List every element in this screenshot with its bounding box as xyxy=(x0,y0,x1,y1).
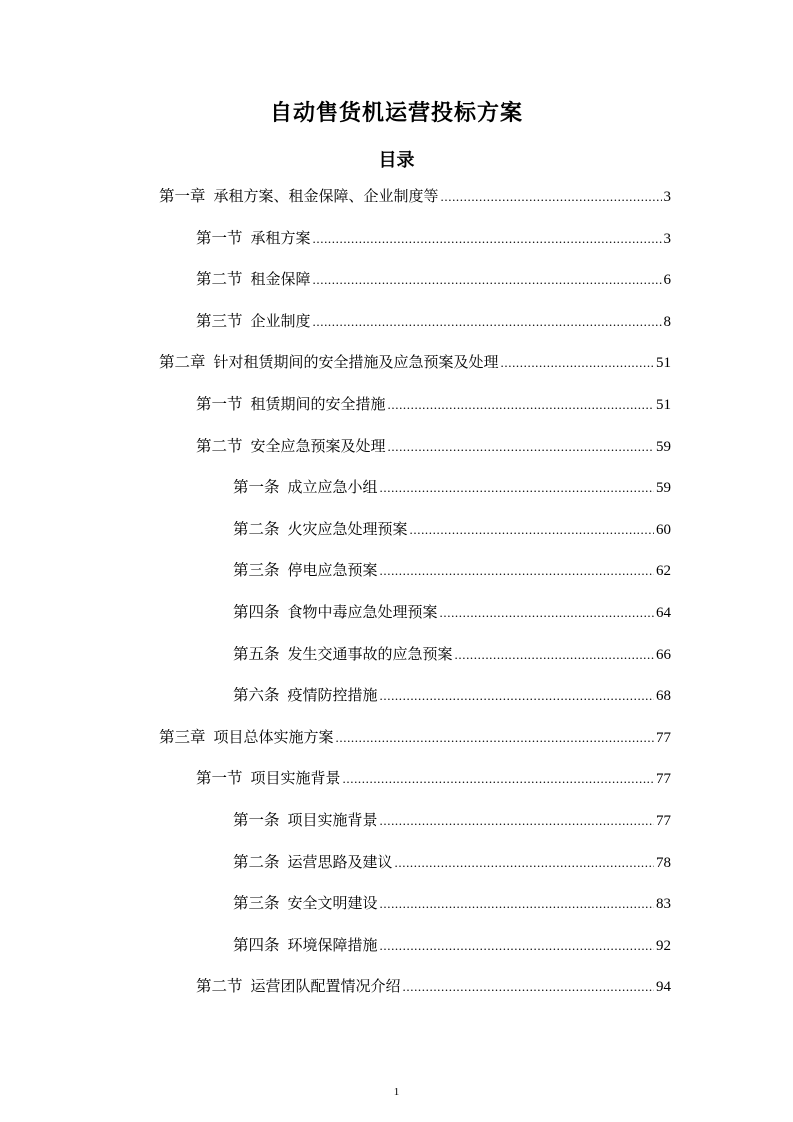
toc-entry-page: 60 xyxy=(656,522,671,538)
toc-dot-leader xyxy=(380,809,654,833)
toc-entry[interactable] xyxy=(196,226,671,250)
toc-entry-label: 第一节 xyxy=(196,769,243,787)
toc-entry-page: 51 xyxy=(656,355,671,371)
toc-entry-title: 租赁期间的安全措施 xyxy=(250,395,386,413)
toc-heading: 目录 xyxy=(378,150,415,171)
toc-entry[interactable] xyxy=(196,392,671,416)
toc-dot-leader xyxy=(388,393,654,417)
toc-entry-title: 安全文明建设 xyxy=(287,894,378,912)
toc-entry[interactable] xyxy=(196,309,671,333)
toc-entry[interactable] xyxy=(233,475,671,499)
toc-entry[interactable] xyxy=(196,267,671,291)
toc-dot-leader xyxy=(380,934,654,958)
toc-dot-leader xyxy=(380,476,654,500)
toc-dot-leader xyxy=(410,518,654,542)
toc-entry-label: 第三条 xyxy=(233,561,280,579)
toc-dot-leader xyxy=(403,975,654,999)
toc-entry[interactable] xyxy=(233,850,671,874)
toc-entry-label: 第三条 xyxy=(233,894,280,912)
toc-entry-page: 77 xyxy=(656,771,671,787)
toc-entry-title: 运营团队配置情况介绍 xyxy=(250,977,401,995)
toc-entry[interactable] xyxy=(159,725,671,749)
toc-dot-leader xyxy=(441,185,662,209)
toc-entry-title: 成立应急小组 xyxy=(287,478,378,496)
toc-dot-leader xyxy=(336,726,654,750)
toc-dot-leader xyxy=(380,559,654,583)
toc-entry-label: 第五条 xyxy=(233,645,280,663)
toc-entry[interactable] xyxy=(233,683,671,707)
toc-entry-title: 项目实施背景 xyxy=(287,811,378,829)
toc-dot-leader xyxy=(388,435,654,459)
toc-entry-title: 疫情防控措施 xyxy=(287,686,378,704)
toc-dot-leader xyxy=(380,892,654,916)
toc-entry-title: 项目实施背景 xyxy=(250,769,341,787)
toc-entry[interactable] xyxy=(196,766,671,790)
toc-entry-page: 51 xyxy=(656,397,671,413)
toc-entry-page: 83 xyxy=(656,896,671,912)
toc-entry-page: 64 xyxy=(656,605,671,621)
page-number: 1 xyxy=(393,1086,400,1098)
toc-dot-leader xyxy=(455,643,654,667)
toc-entry[interactable] xyxy=(196,974,671,998)
toc-entry-title: 承租方案 xyxy=(250,229,311,247)
toc-entry-page: 62 xyxy=(656,563,671,579)
toc-entry-label: 第二条 xyxy=(233,520,280,538)
toc-dot-leader xyxy=(313,227,662,251)
toc-entry[interactable] xyxy=(159,184,671,208)
toc-entry-label: 第一条 xyxy=(233,811,280,829)
toc-entry-page: 66 xyxy=(656,647,671,663)
toc-dot-leader xyxy=(395,851,654,875)
toc-entry-title: 发生交通事故的应急预案 xyxy=(287,645,453,663)
toc-dot-leader xyxy=(501,351,654,375)
toc-entry-label: 第四条 xyxy=(233,936,280,954)
toc-entry-title: 企业制度 xyxy=(250,312,311,330)
toc-entry-label: 第二章 xyxy=(159,353,206,371)
toc-dot-leader xyxy=(343,767,654,791)
toc-entry-page: 92 xyxy=(656,938,671,954)
toc-entry-label: 第四条 xyxy=(233,603,280,621)
toc-entry-title: 停电应急预案 xyxy=(287,561,378,579)
toc-entry-page: 77 xyxy=(656,813,671,829)
toc-entry[interactable] xyxy=(233,933,671,957)
toc-entry-label: 第一章 xyxy=(159,187,206,205)
toc-dot-leader xyxy=(440,601,654,625)
toc-entry-title: 环境保障措施 xyxy=(287,936,378,954)
toc-entry-page: 3 xyxy=(663,189,671,205)
toc-entry-title: 承租方案、租金保障、企业制度等 xyxy=(213,187,439,205)
toc-entry-title: 运营思路及建议 xyxy=(287,853,393,871)
toc-entry-label: 第一节 xyxy=(196,395,243,413)
toc-entry-label: 第二节 xyxy=(196,270,243,288)
toc-entry-page: 3 xyxy=(663,231,671,247)
toc-entry[interactable] xyxy=(159,350,671,374)
toc-dot-leader xyxy=(380,684,654,708)
toc-entry-title: 安全应急预案及处理 xyxy=(250,437,386,455)
toc-entry[interactable] xyxy=(233,600,671,624)
toc-entry[interactable] xyxy=(233,808,671,832)
toc-entry-page: 8 xyxy=(663,314,671,330)
toc-entry-label: 第三章 xyxy=(159,728,206,746)
toc-entry-title: 针对租赁期间的安全措施及应急预案及处理 xyxy=(213,353,499,371)
toc-entry[interactable] xyxy=(233,642,671,666)
toc-entry-page: 59 xyxy=(656,439,671,455)
toc-entry-page: 68 xyxy=(656,688,671,704)
toc-entry[interactable] xyxy=(233,891,671,915)
toc-entry-label: 第六条 xyxy=(233,686,280,704)
toc-entry-page: 78 xyxy=(656,855,671,871)
toc-dot-leader xyxy=(313,310,662,334)
toc-entry[interactable] xyxy=(233,517,671,541)
toc-entry-page: 77 xyxy=(656,730,671,746)
toc-entry-page: 94 xyxy=(656,979,671,995)
toc-entry-title: 火灾应急处理预案 xyxy=(287,520,408,538)
toc-entry-page: 6 xyxy=(663,272,671,288)
toc-entry-title: 食物中毒应急处理预案 xyxy=(287,603,438,621)
toc-entry[interactable] xyxy=(196,434,671,458)
document-title: 自动售货机运营投标方案 xyxy=(269,101,523,126)
toc-entry-label: 第一条 xyxy=(233,478,280,496)
toc-entry-title: 租金保障 xyxy=(250,270,311,288)
toc-entry-label: 第二节 xyxy=(196,437,243,455)
toc-entry-label: 第一节 xyxy=(196,229,243,247)
toc-entry[interactable] xyxy=(233,558,671,582)
toc-entry-label: 第二节 xyxy=(196,977,243,995)
toc-entry-title: 项目总体实施方案 xyxy=(213,728,334,746)
toc-entry-page: 59 xyxy=(656,480,671,496)
toc-entry-label: 第三节 xyxy=(196,312,243,330)
toc-dot-leader xyxy=(313,268,662,292)
toc-entry-label: 第二条 xyxy=(233,853,280,871)
